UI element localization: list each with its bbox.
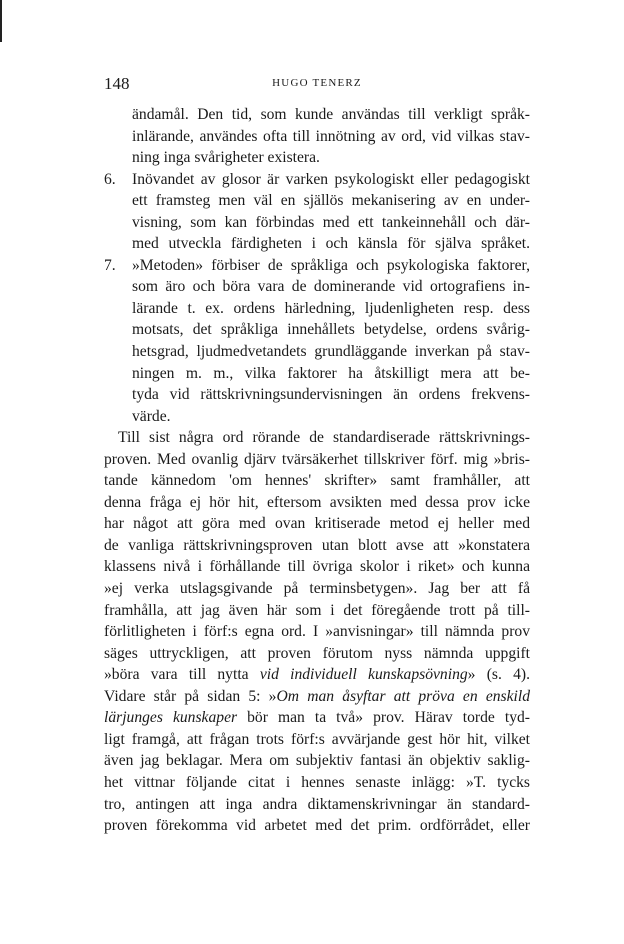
text-line: klassens nivå i förhållande till övriga skolor i riket» och kunna <box>104 558 530 576</box>
running-head: HUGO TENERZ <box>272 77 362 89</box>
text-line: värde. <box>132 407 171 425</box>
text-line: proven. Med ovanlig djärv tvärsäkerhet tillskriver förf. mig »bris- <box>104 450 530 468</box>
text-line: lärande t. ex. ordens härledning, ljudenligheten resp. dess <box>132 299 530 317</box>
list-item-7 <box>104 255 530 277</box>
list-item-6 <box>104 169 530 191</box>
text-line: Vidare står på sidan 5: »Om man åsyftar att pröva en enskild <box>104 687 530 705</box>
text-line: ningen m. m., vilka faktorer ha åtskilligt mera att be- <box>132 364 530 382</box>
text-line: proven förekomma vid arbetet med det prim. ordförrådet, eller <box>104 817 530 835</box>
text-line: »böra vara till nytta vid individuell kunskapsövning» (s. 4). <box>104 666 530 684</box>
text-line: visning, som kan förbindas med ett tankeinnehåll och där- <box>132 213 530 231</box>
text-line: med utveckla färdigheten i och känsla för själva språket. <box>132 235 530 253</box>
text-line: »ej verka utslagsgivande på terminsbetygen». Jag ber att få <box>104 580 530 598</box>
text-line: ett framsteg men väl en själlös mekanisering av en under- <box>132 192 530 210</box>
text-line: motsats, det språkliga innehållets betydelse, ordens svårig- <box>132 321 530 339</box>
text-line: Inövandet av glosor är varken psykologiskt eller pedagogiskt <box>132 170 530 188</box>
text-line: tro, antingen att inga andra diktamenskrivningar än standard- <box>104 795 530 813</box>
text-line: ning inga svårigheter existera. <box>132 149 320 167</box>
italic-phrase: lärjunges kunskaper <box>104 709 238 727</box>
text-line: denna fråga ej hör hit, eftersom avsikten med dessa prov icke <box>104 493 530 511</box>
text-line: har något att göra med ovan kritiserade metod ej heller med <box>104 515 530 533</box>
text-line: inlärande, användes ofta till innötning av ord, vid vilkas stav- <box>132 127 530 145</box>
text-line: het vittnar följande citat i hennes senaste inlägg: »T. tycks <box>104 773 530 791</box>
italic-phrase: Om man åsyftar att pröva en enskild <box>276 687 530 705</box>
text-line: säges uttryckligen, att proven förutom nyss nämnda uppgift <box>104 644 530 662</box>
text-line: förlitligheten i förf:s egna ord. I »anvisningar» till nämnda prov <box>104 623 530 641</box>
italic-phrase: vid individuell kunskapsövning <box>259 666 468 684</box>
page-number: 148 <box>104 74 130 93</box>
text-line: de vanliga rättskrivningsproven utan blott avse att »konstatera <box>104 536 530 554</box>
item-number: 6. <box>104 170 116 188</box>
text-line: ändamål. Den tid, som kunde användas till verkligt språk- <box>132 106 530 123</box>
text-line: tande kännedom 'om hennes' skrifter» samt framhåller, att <box>104 472 530 490</box>
text-line: hetsgrad, ljudmedvetandets grundläggande inverkan på stav- <box>132 343 530 361</box>
text-line: »Metoden» förbiser de språkliga och psykologiska faktorer, <box>132 256 530 274</box>
text-line: Till sist några ord rörande de standardiserade rättskrivnings- <box>118 429 530 447</box>
body-text <box>104 104 530 837</box>
item-number: 7. <box>104 256 116 274</box>
page-edge-line <box>0 0 2 42</box>
text-line: även jag beklagar. Mera om subjektiv fantasi än objektiv saklig- <box>104 752 530 770</box>
text-line: lärjunges kunskaper bör man ta två» prov. Härav torde tyd- <box>104 709 530 727</box>
text-line: framhålla, att jag även här som i det föregående trott på till- <box>104 601 530 619</box>
text-line: tyda vid rättskrivningsundervisningen än ordens frekvens- <box>132 386 530 404</box>
text-line: som äro och böra vara de dominerande vid ortografiens in- <box>132 278 530 296</box>
page-header <box>104 74 530 94</box>
text-line: ligt framgå, att frågan trots förf:s avvärjande gest hör hit, vilket <box>104 730 530 748</box>
